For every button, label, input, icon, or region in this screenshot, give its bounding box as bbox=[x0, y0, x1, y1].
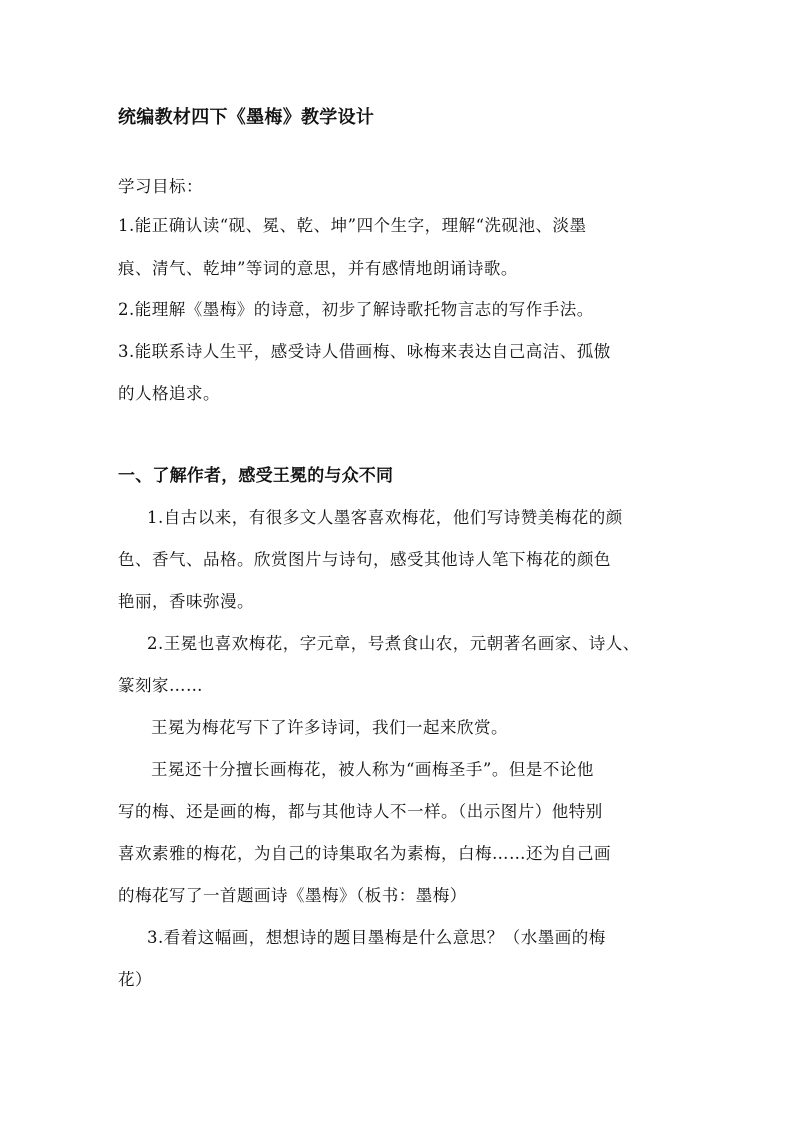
paragraph-4-line-3: 喜欢素雅的梅花，为自己的诗集取名为素梅，白梅……还为自己画 bbox=[118, 844, 611, 863]
objective-1-line-1: 1.能正确认读“砚、冕、乾、坤”四个生字，理解“洗砚池、淡墨 bbox=[118, 216, 587, 235]
section-1-heading: 一、了解作者，感受王冕的与众不同 bbox=[118, 466, 394, 486]
objective-2: 2.能理解《墨梅》的诗意，初步了解诗歌托物言志的写作手法。 bbox=[118, 300, 594, 319]
objective-1-line-2: 痕、清气、乾坤”等词的意思，并有感情地朗诵诗歌。 bbox=[118, 259, 518, 278]
paragraph-5-line-1: 3.看着这幅画，想想诗的题目墨梅是什么意思？（水墨画的梅 bbox=[147, 928, 606, 947]
paragraph-2-line-2: 篆刻家…… bbox=[118, 676, 203, 695]
paragraph-5-line-2: 花） bbox=[118, 970, 152, 989]
paragraph-2-line-1: 2.王冕也喜欢梅花，字元章，号煮食山农，元朝著名画家、诗人、 bbox=[147, 634, 640, 653]
objective-3-line-2: 的人格追求。 bbox=[118, 384, 220, 403]
paragraph-4-line-1: 王冕还十分擅长画梅花，被人称为“画梅圣手”。但是不论他 bbox=[151, 760, 594, 779]
objective-3-line-1: 3.能联系诗人生平，感受诗人借画梅、咏梅来表达自己高洁、孤傲 bbox=[118, 342, 611, 361]
paragraph-1-line-1: 1.自古以来，有很多文人墨客喜欢梅花，他们写诗赞美梅花的颜 bbox=[147, 508, 623, 527]
paragraph-4-line-2: 写的梅、还是画的梅，都与其他诗人不一样。（出示图片）他特别 bbox=[118, 802, 603, 821]
paragraph-3: 王冕为梅花写下了许多诗词，我们一起来欣赏。 bbox=[151, 718, 508, 737]
paragraph-4-line-4: 的梅花写了一首题画诗《墨梅》（板书：墨梅） bbox=[118, 886, 467, 905]
document-title: 统编教材四下《墨梅》教学设计 bbox=[118, 107, 375, 128]
paragraph-1-line-3: 艳丽，香味弥漫。 bbox=[118, 592, 254, 611]
paragraph-1-line-2: 色、香气、品格。欣赏图片与诗句，感受其他诗人笔下梅花的颜色 bbox=[118, 550, 611, 569]
objectives-label: 学习目标： bbox=[118, 177, 203, 196]
